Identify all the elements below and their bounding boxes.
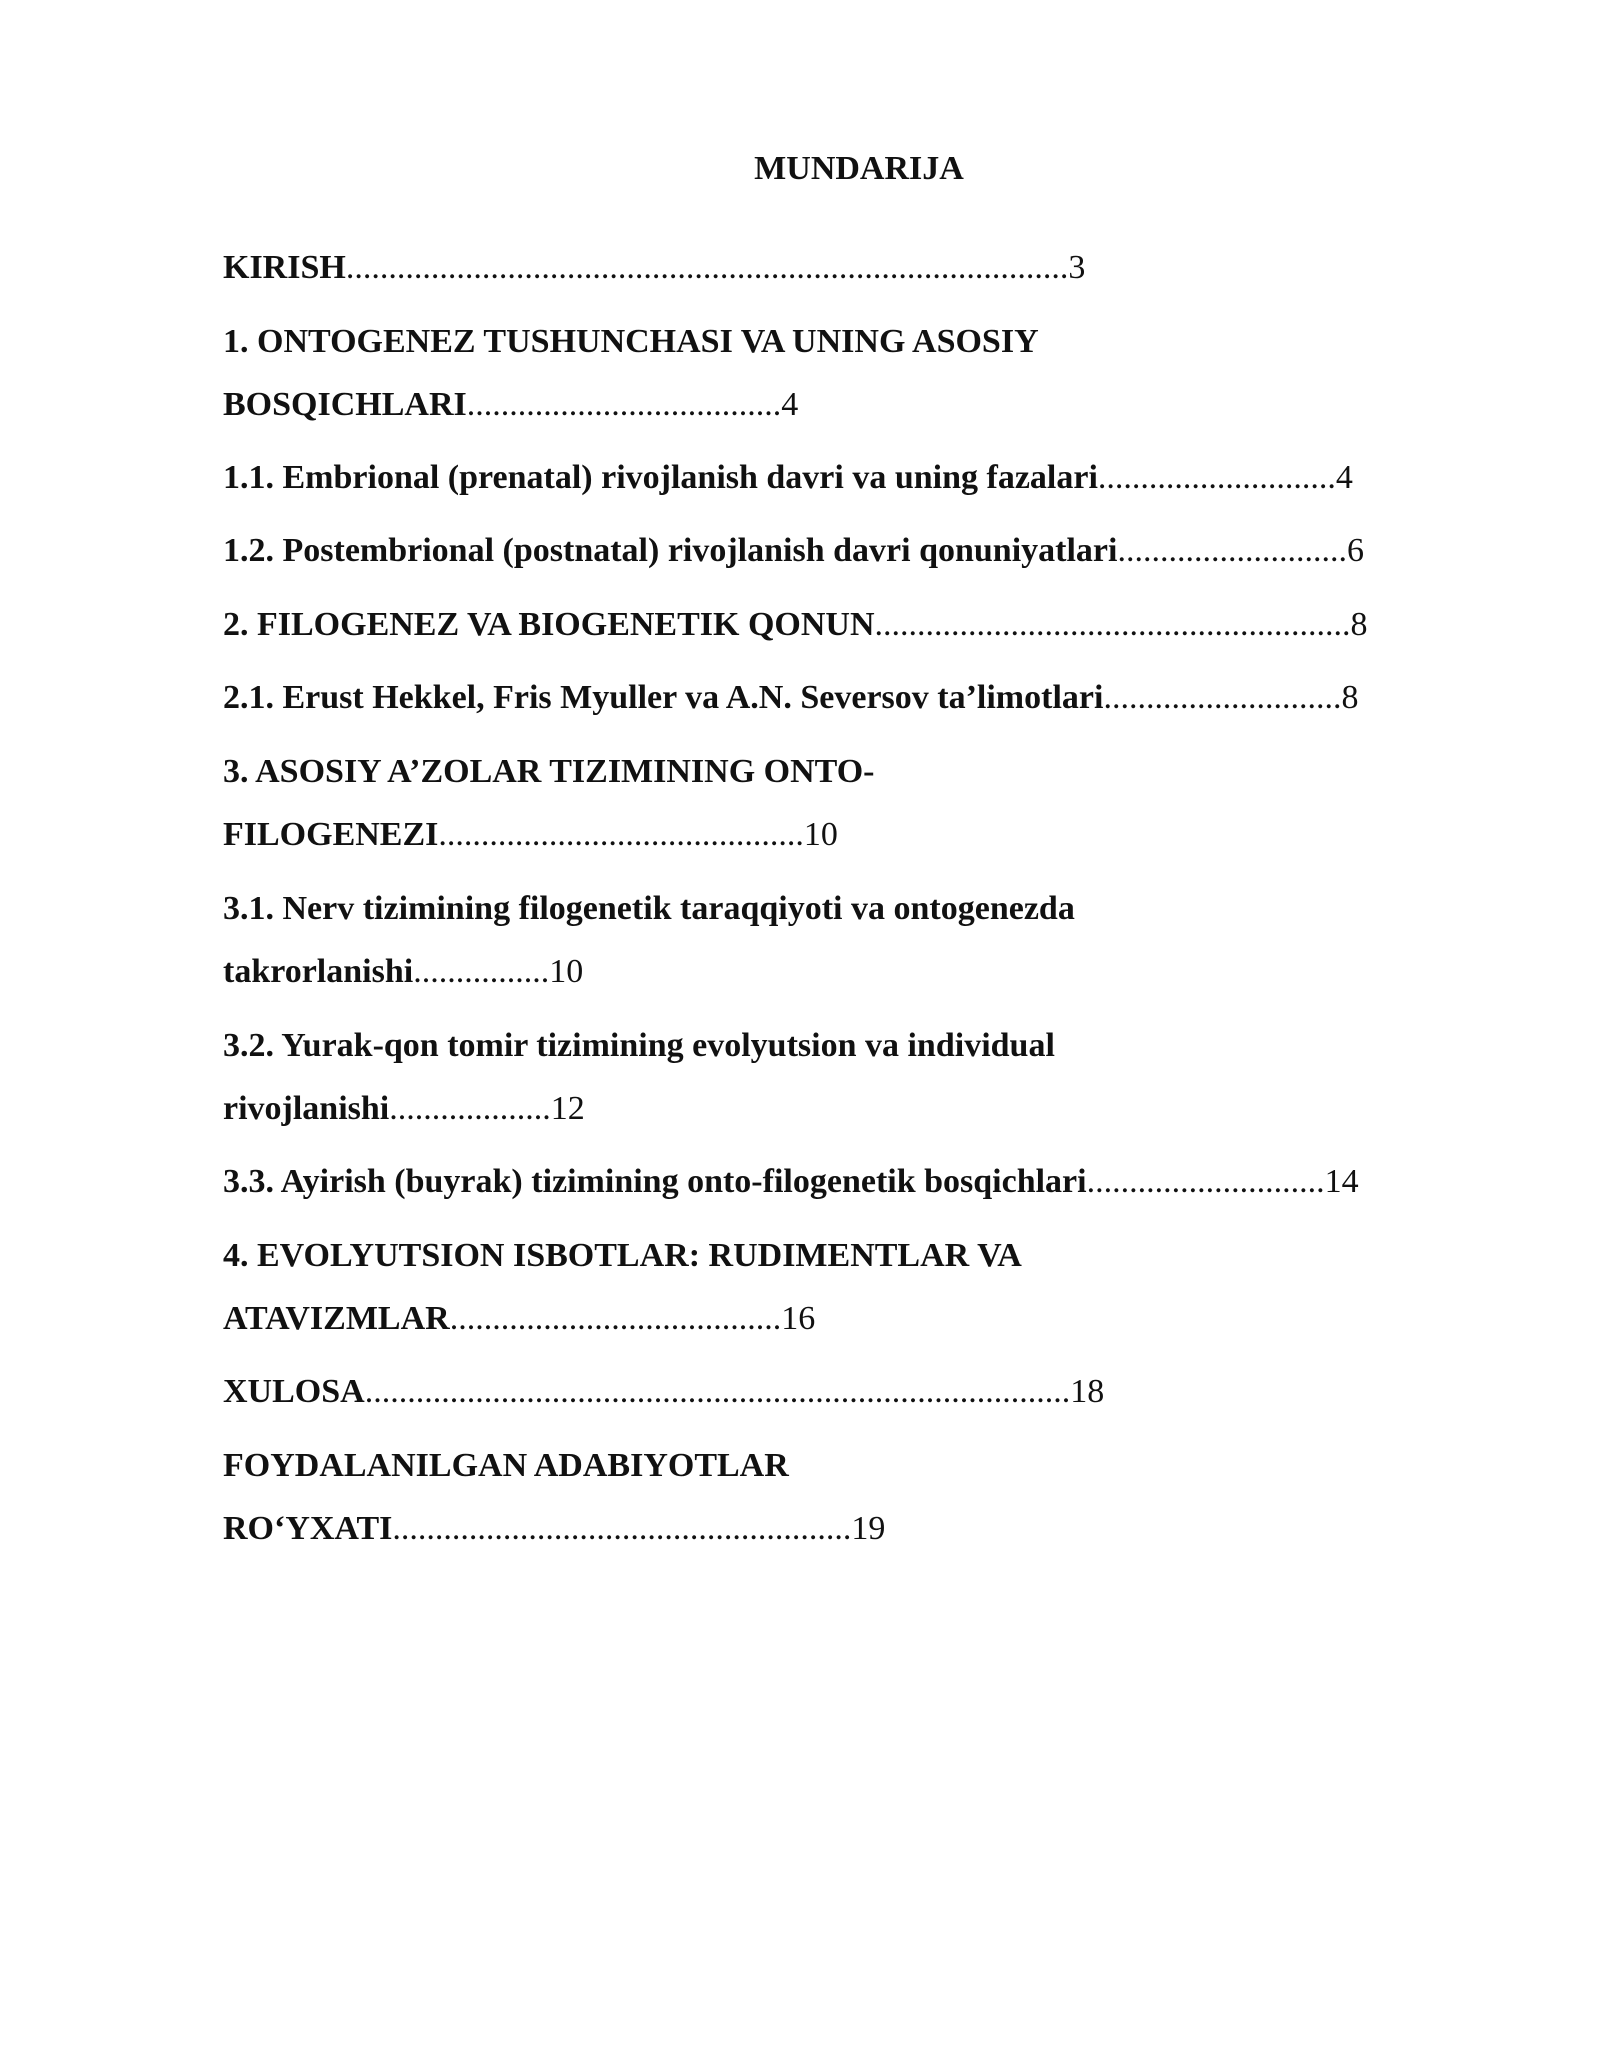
toc-entry-1-1: [223, 446, 1353, 509]
toc-entry-label: 1.2. Postembrional (postnatal) rivojlanish davri qonuniyatlari: [223, 532, 1118, 569]
toc-entry-label-continued: ATAVIZMLAR: [223, 1300, 450, 1337]
toc-page-number: 19: [851, 1510, 886, 1547]
toc-entry-label-continued: BOSQICHLARI: [223, 386, 467, 423]
toc-entry-3-3: [223, 1150, 1359, 1213]
toc-leader-dots: ......................................................: [392, 1510, 852, 1547]
toc-leader-dots: ...................: [389, 1090, 551, 1127]
toc-leader-dots: .....................................: [466, 386, 782, 423]
toc-page-number: 16: [781, 1300, 816, 1337]
toc-entry-label: 2.1. Erust Hekkel, Fris Myuller va A.N. Seversov ta’limotlari: [223, 679, 1104, 716]
toc-entry-label-continued: RO‘YXATI: [223, 1510, 393, 1547]
toc-leader-dots: ...........................................: [438, 816, 804, 853]
toc-entry-label: 1.1. Embrional (prenatal) rivojlanish davri va uning fazalari: [223, 459, 1098, 496]
toc-leader-dots: ...........................: [1117, 532, 1347, 569]
toc-entry-label: 1. ONTOGENEZ TUSHUNCHASI VA UNING ASOSIY: [223, 323, 1039, 360]
toc-page-number: 3: [1068, 249, 1086, 286]
toc-entry-label: 4. EVOLYUTSION ISBOTLAR: RUDIMENTLAR VA: [223, 1237, 1022, 1274]
toc-entry-adabiyotlar: [223, 1434, 885, 1560]
toc-entry-label: FOYDALANILGAN ADABIYOTLAR: [223, 1447, 789, 1484]
toc-entry-1-2: [223, 519, 1364, 582]
toc-entry-label: 3.2. Yurak-qon tomir tizimining evolyutsion va individual: [223, 1027, 1055, 1064]
toc-page-number: 4: [781, 386, 799, 423]
toc-entry-label: XULOSA: [223, 1373, 365, 1410]
toc-entry-label: 3.1. Nerv tizimining filogenetik taraqqiyoti va ontogenezda: [223, 890, 1075, 927]
toc-leader-dots: ............................: [1097, 459, 1336, 496]
toc-leader-dots: ................: [413, 953, 550, 990]
toc-leader-dots: ............................: [1103, 679, 1342, 716]
toc-entry-xulosa: [223, 1360, 1104, 1423]
toc-entry-label-continued: rivojlanishi: [223, 1090, 390, 1127]
toc-page-number: 6: [1346, 532, 1364, 569]
toc-entry-ontogenez: [223, 310, 1039, 436]
toc-entry-label: 3. ASOSIY A’ZOLAR TIZIMINING ONTO-: [223, 753, 875, 790]
toc-page-number: 8: [1341, 679, 1359, 716]
toc-entry-label: 3.3. Ayirish (buyrak) tizimining onto-filogenetik bosqichlari: [223, 1163, 1087, 1200]
toc-page-number: 10: [803, 816, 838, 853]
toc-page-number: 10: [549, 953, 584, 990]
toc-entry-evolyutsion: [223, 1224, 1022, 1350]
toc-entry-kirish: [223, 236, 1085, 299]
toc-entry-2-1: [223, 666, 1358, 729]
toc-page-number: 18: [1070, 1373, 1105, 1410]
page-title: MUNDARIJA: [754, 150, 964, 187]
toc-leader-dots: ...................................................................................: [364, 1373, 1071, 1410]
toc-entry-filogenez: [223, 593, 1368, 656]
toc-entry-label-continued: takrorlanishi: [223, 953, 414, 990]
toc-page-number: 8: [1350, 606, 1368, 643]
toc-page-number: 14: [1324, 1163, 1359, 1200]
toc-leader-dots: .....................................................................................: [345, 249, 1069, 286]
toc-page-number: 12: [550, 1090, 585, 1127]
toc-entry-3-2: [223, 1014, 1055, 1140]
toc-entry-onto-filogenez: [223, 740, 875, 866]
toc-entry-3-1: [223, 877, 1075, 1003]
toc-page-number: 4: [1335, 459, 1353, 496]
toc-leader-dots: ........................................................: [874, 606, 1351, 643]
toc-leader-dots: ............................: [1086, 1163, 1325, 1200]
toc-entry-label: 2. FILOGENEZ VA BIOGENETIK QONUN: [223, 606, 875, 643]
toc-entry-label: KIRISH: [223, 249, 346, 286]
toc-leader-dots: .......................................: [449, 1300, 782, 1337]
toc-entry-label-continued: FILOGENEZI: [223, 816, 439, 853]
